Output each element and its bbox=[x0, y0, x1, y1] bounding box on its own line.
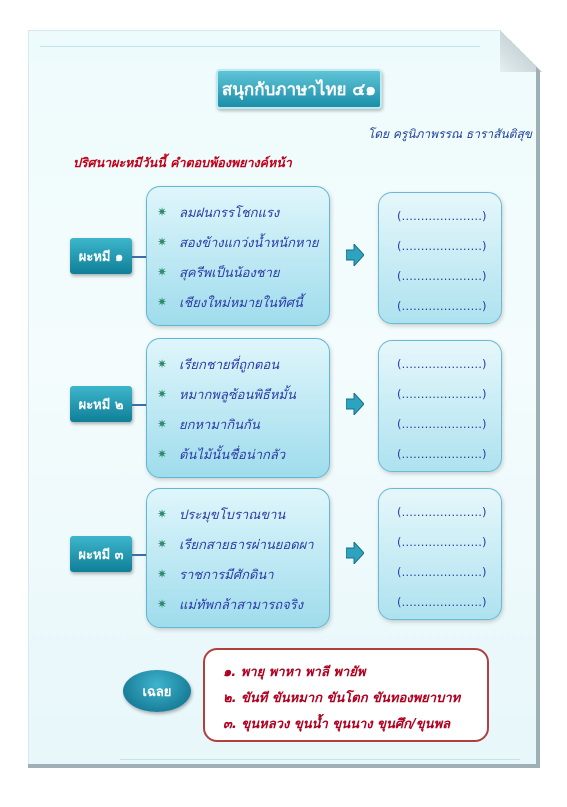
clue-line bbox=[155, 379, 329, 409]
clue-line bbox=[155, 559, 329, 589]
clue-line bbox=[155, 439, 329, 469]
riddle-3-connector bbox=[132, 554, 146, 556]
answer-blank[interactable]: (…………………) bbox=[397, 357, 487, 371]
riddle-2-clue-box bbox=[146, 338, 330, 478]
clue-line bbox=[155, 257, 329, 287]
star-bullet-icon: ✷ bbox=[156, 357, 168, 371]
riddle-1-connector bbox=[132, 256, 146, 258]
answer-blank[interactable]: (…………………) bbox=[397, 387, 487, 401]
page-title: สนุกกับภาษาไทย ๔๑ bbox=[216, 69, 382, 109]
clue-text: สุครีพเป็นน้องชาย bbox=[179, 265, 280, 281]
clue-text: เรียกสายธารผ่านยอดผา bbox=[179, 537, 314, 553]
star-bullet-icon: ✷ bbox=[156, 597, 168, 611]
clue-text: เชียงใหม่หมายในทิศนี้ bbox=[179, 295, 303, 311]
clue-text: สองข้างแกว่งน้ำหนักหาย bbox=[179, 235, 319, 251]
clue-line bbox=[155, 589, 329, 619]
clue-text: หมากพลูซ้อนพิธีหมั้น bbox=[179, 387, 296, 403]
top-divider bbox=[40, 46, 480, 47]
riddle-2-button[interactable]: ผะหมี ๒ bbox=[70, 386, 132, 422]
star-bullet-icon: ✷ bbox=[156, 417, 168, 431]
clue-text: แม่ทัพกล้าสามารถจริง bbox=[179, 597, 304, 613]
author-credit: โดย ครูนิภาพรรณ ธาราสันติสุข bbox=[367, 127, 532, 141]
clue-text: ประมุขโบราณขาน bbox=[179, 507, 286, 523]
clue-line bbox=[155, 409, 329, 439]
star-bullet-icon: ✷ bbox=[156, 205, 168, 219]
clue-text: ต้นไม้นั้นชื่อน่ากลัว bbox=[179, 447, 286, 463]
riddle-2-answer-box bbox=[378, 340, 502, 472]
riddle-1-clue-box bbox=[146, 186, 330, 326]
star-bullet-icon: ✷ bbox=[156, 265, 168, 279]
clue-line bbox=[155, 287, 329, 317]
right-arrow-icon bbox=[346, 244, 364, 266]
answer-line-2: ๒. ขันที ขันหมาก ขันโตก ขันทองพยาบาท bbox=[223, 690, 461, 706]
clue-text: ราชการมีศักดินา bbox=[179, 567, 274, 583]
answer-blank[interactable]: (…………………) bbox=[397, 239, 487, 253]
star-bullet-icon: ✷ bbox=[156, 387, 168, 401]
riddle-3-clue-box bbox=[146, 488, 330, 628]
page-corner-fold bbox=[500, 30, 542, 72]
riddle-1-button[interactable]: ผะหมี ๑ bbox=[70, 238, 132, 274]
star-bullet-icon: ✷ bbox=[156, 295, 168, 309]
answer-panel bbox=[203, 648, 489, 742]
answer-blank[interactable]: (…………………) bbox=[397, 535, 487, 549]
right-arrow-icon bbox=[346, 393, 364, 415]
clue-line bbox=[155, 529, 329, 559]
star-bullet-icon: ✷ bbox=[156, 537, 168, 551]
riddle-2-connector bbox=[132, 404, 146, 406]
answer-blank[interactable]: (…………………) bbox=[397, 209, 487, 223]
answer-line-3: ๓. ขุนหลวง ขุนน้ำ ขุนนาง ขุนศึก/ขุนพล bbox=[223, 716, 451, 732]
answer-blank[interactable]: (…………………) bbox=[397, 447, 487, 461]
instruction-text: ปริศนาผะหมีวันนี้ คำตอบพ้องพยางค์หน้า bbox=[73, 155, 292, 170]
clue-text: ยกหามากินกัน bbox=[179, 417, 260, 433]
clue-line bbox=[155, 349, 329, 379]
riddle-3-button[interactable]: ผะหมี ๓ bbox=[70, 536, 132, 572]
clue-line bbox=[155, 227, 329, 257]
answer-blank[interactable]: (…………………) bbox=[397, 299, 487, 313]
star-bullet-icon: ✷ bbox=[156, 567, 168, 581]
riddle-3-answer-box bbox=[378, 488, 502, 620]
riddle-1-answer-box bbox=[378, 192, 502, 324]
answer-blank[interactable]: (…………………) bbox=[397, 417, 487, 431]
star-bullet-icon: ✷ bbox=[156, 235, 168, 249]
clue-line bbox=[155, 197, 329, 227]
answer-blank[interactable]: (…………………) bbox=[397, 565, 487, 579]
clue-text: ลมฝนกรรโชกแรง bbox=[179, 205, 280, 221]
star-bullet-icon: ✷ bbox=[156, 507, 168, 521]
clue-line bbox=[155, 499, 329, 529]
answer-blank[interactable]: (…………………) bbox=[397, 505, 487, 519]
answer-blank[interactable]: (…………………) bbox=[397, 269, 487, 283]
answer-line-1: ๑. พายุ พาหา พาลี พายัพ bbox=[223, 664, 366, 680]
answer-blank[interactable]: (…………………) bbox=[397, 595, 487, 609]
star-bullet-icon: ✷ bbox=[156, 447, 168, 461]
bottom-divider bbox=[120, 759, 520, 760]
right-arrow-icon bbox=[346, 542, 364, 564]
reveal-answer-button[interactable]: เฉลย bbox=[123, 670, 191, 712]
clue-text: เรียกชายที่ถูกตอน bbox=[179, 357, 280, 373]
